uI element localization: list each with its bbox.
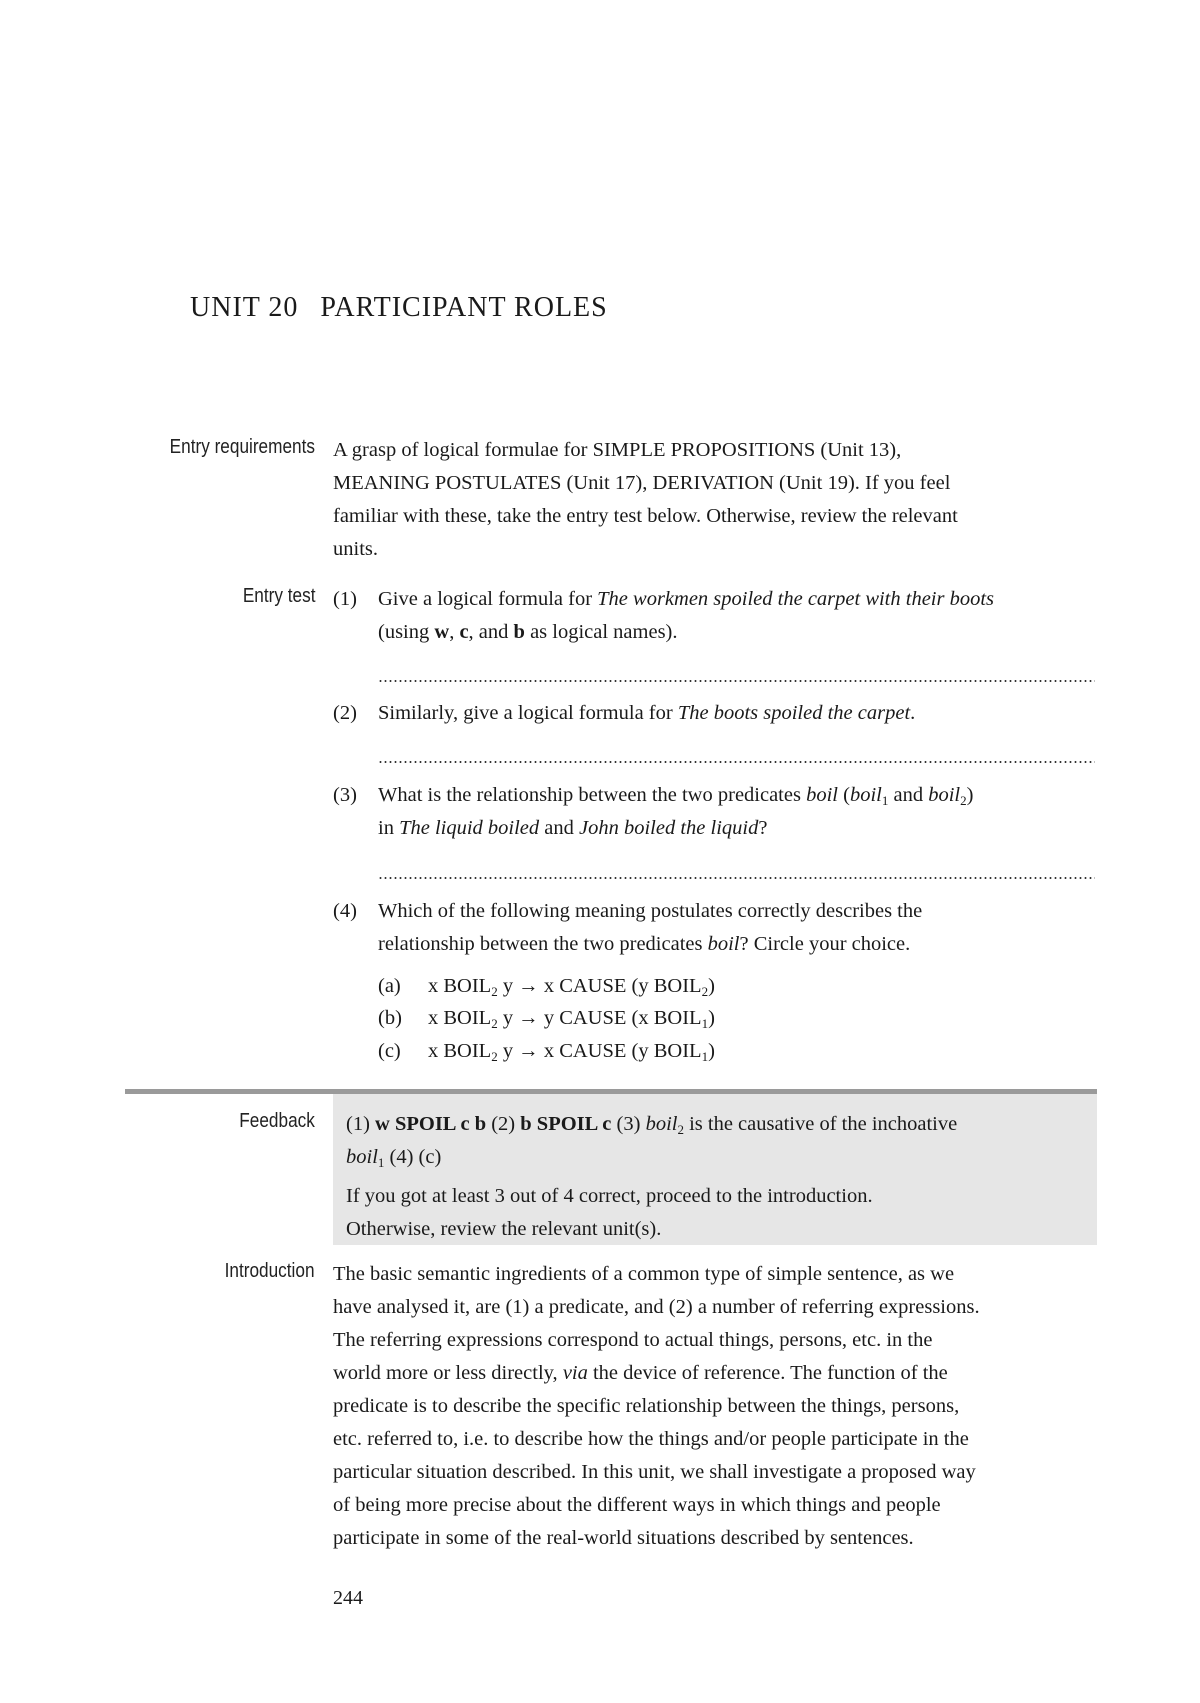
question-number: (1) xyxy=(333,588,357,610)
subscript: 2 xyxy=(701,984,709,999)
separator: , xyxy=(449,621,460,643)
formula-text: ) xyxy=(708,1007,715,1029)
entry-req-line: A grasp of logical formulae for SIMPLE PROPOSITIONS (Unit 13), xyxy=(333,439,902,461)
predicate: boil xyxy=(806,784,838,806)
formula-text: ) xyxy=(708,975,715,997)
question-1 xyxy=(333,583,1095,649)
example-sentence: The liquid boiled xyxy=(399,817,540,839)
entry-test-label: Entry test xyxy=(242,585,315,607)
feedback-line: Otherwise, review the relevant unit(s). xyxy=(346,1218,662,1240)
feedback-line: If you got at least 3 out of 4 correct, proceed to the introduction. xyxy=(346,1185,873,1207)
answer-line-2[interactable] xyxy=(378,760,1095,764)
formula-text: ) xyxy=(708,1040,715,1062)
example-sentence: John boiled the liquid xyxy=(579,817,759,839)
intro-line: of being more precise about the different ways in which things and people xyxy=(333,1494,941,1516)
intro-line: participate in some of the real-world situations described by sentences. xyxy=(333,1527,914,1549)
option-label: (c) xyxy=(378,1040,401,1062)
answer-line-3[interactable] xyxy=(378,876,1095,880)
subscript: 1 xyxy=(881,793,889,808)
unit-title xyxy=(190,292,608,324)
introduction-text xyxy=(333,1258,1095,1555)
logical-name: w xyxy=(434,621,450,643)
answer-text: (4) (c) xyxy=(384,1146,442,1168)
answer-number: (2) xyxy=(486,1113,521,1135)
answer-formula: w SPOIL c b xyxy=(375,1113,487,1135)
formula-text: y → x CAUSE (y BOIL xyxy=(497,975,702,997)
predicate: boil xyxy=(928,784,961,806)
subscript: 2 xyxy=(491,984,498,999)
feedback-answers xyxy=(346,1108,1086,1174)
subscript: 1 xyxy=(701,1049,709,1064)
entry-requirements-text xyxy=(333,434,1095,566)
example-sentence: The boots spoiled the carpet xyxy=(677,702,911,724)
answer-formula: b SPOIL c xyxy=(520,1113,612,1135)
question-4 xyxy=(333,895,1095,961)
question-text: ? Circle your choice. xyxy=(739,933,911,955)
question-text: Similarly, give a logical formula for xyxy=(378,702,678,724)
predicate: boil xyxy=(645,1113,678,1135)
subscript: 2 xyxy=(491,1016,498,1031)
intro-text: world more or less directly, xyxy=(333,1362,563,1384)
feedback-label: Feedback xyxy=(239,1110,315,1132)
intro-line: The referring expressions correspond to actual things, persons, etc. in the xyxy=(333,1329,933,1351)
punctuation: ( xyxy=(837,784,850,806)
subscript: 2 xyxy=(960,793,967,808)
feedback-instructions xyxy=(346,1180,1086,1246)
formula-text: y → x CAUSE (y BOIL xyxy=(497,1040,702,1062)
formula-text: x BOIL xyxy=(428,1007,492,1029)
option-label: (b) xyxy=(378,1007,402,1029)
question-number: (3) xyxy=(333,784,357,806)
formula-text: x BOIL xyxy=(428,1040,492,1062)
entry-req-line: units. xyxy=(333,538,378,560)
question-3 xyxy=(333,779,1095,845)
intro-text: the device of reference. The function of the xyxy=(587,1362,948,1384)
subscript: 1 xyxy=(377,1155,385,1170)
question-text: What is the relationship between the two predicates xyxy=(378,784,807,806)
question-number: (4) xyxy=(333,900,357,922)
entry-requirements-label: Entry requirements xyxy=(169,436,315,458)
intro-line: particular situation described. In this unit, we shall investigate a proposed way xyxy=(333,1461,976,1483)
page-number: 244 xyxy=(333,1587,363,1609)
punctuation: . xyxy=(910,702,916,724)
example-sentence: The workmen spoiled the carpet with their boots xyxy=(597,588,995,610)
subscript: 2 xyxy=(491,1049,498,1064)
answer-text: is the causative of the inchoative xyxy=(683,1113,958,1135)
question-text: (using xyxy=(378,621,435,643)
entry-req-line: MEANING POSTULATES (Unit 17), DERIVATION (Unit 19). If you feel xyxy=(333,472,951,494)
option-label: (a) xyxy=(378,975,401,997)
subscript: 1 xyxy=(701,1016,709,1031)
answer-line-1[interactable] xyxy=(378,679,1095,683)
formula-text: y → y CAUSE (x BOIL xyxy=(497,1007,702,1029)
predicate: boil xyxy=(849,784,882,806)
option-c[interactable] xyxy=(378,1035,1078,1068)
question-text: in xyxy=(378,817,400,839)
subscript: 2 xyxy=(677,1122,684,1137)
option-a[interactable] xyxy=(378,970,1078,1003)
conjunction: and xyxy=(888,784,929,806)
punctuation: ) xyxy=(966,784,974,806)
question-text: relationship between the two predicates xyxy=(378,933,708,955)
logical-name: c xyxy=(459,621,469,643)
intro-line: The basic semantic ingredients of a common type of simple sentence, as we xyxy=(333,1263,955,1285)
logical-name: b xyxy=(513,621,525,643)
intro-line: predicate is to describe the specific relationship between the things, persons, xyxy=(333,1395,960,1417)
question-number: (2) xyxy=(333,702,357,724)
question-2 xyxy=(333,697,1095,730)
predicate: boil xyxy=(346,1146,378,1168)
formula-text: x BOIL xyxy=(428,975,492,997)
unit-heading: PARTICIPANT ROLES xyxy=(320,292,608,323)
predicate: boil xyxy=(707,933,740,955)
entry-req-line: familiar with these, take the entry test below. Otherwise, review the relevant xyxy=(333,505,958,527)
option-b[interactable] xyxy=(378,1002,1078,1035)
punctuation: ? xyxy=(758,817,768,839)
separator: , and xyxy=(468,621,514,643)
intro-emphasis: via xyxy=(562,1362,588,1384)
answer-number: (3) xyxy=(611,1113,646,1135)
intro-line: have analysed it, are (1) a predicate, and (2) a number of referring expressions. xyxy=(333,1296,980,1318)
question-text: Which of the following meaning postulates correctly describes the xyxy=(378,900,923,922)
unit-number: UNIT 20 xyxy=(190,292,299,323)
conjunction: and xyxy=(539,817,580,839)
question-text: as logical names). xyxy=(524,621,678,643)
introduction-label: Introduction xyxy=(225,1260,315,1282)
question-text: Give a logical formula for xyxy=(378,588,598,610)
intro-line: etc. referred to, i.e. to describe how the things and/or people participate in the xyxy=(333,1428,969,1450)
answer-number: (1) xyxy=(346,1113,376,1135)
